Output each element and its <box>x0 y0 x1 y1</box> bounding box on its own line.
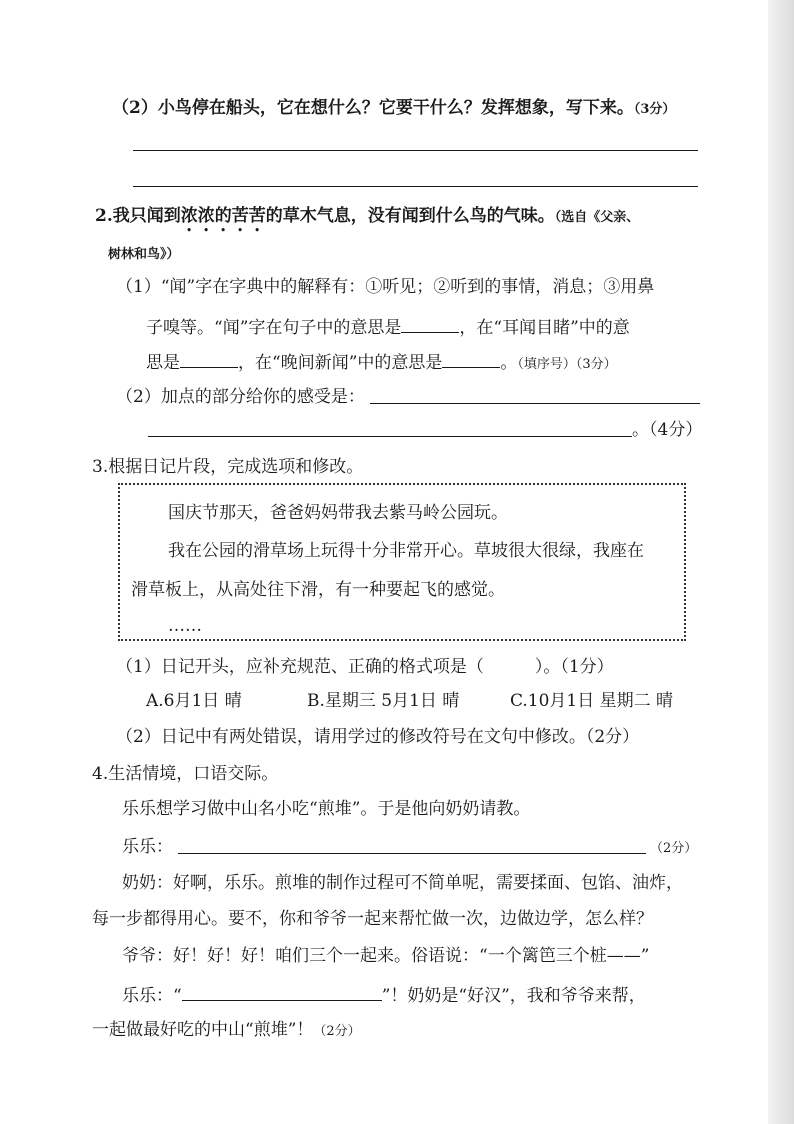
diary-ellipsis: …… <box>168 616 202 636</box>
dialog-grandma-2: 每一步都得用心。要不，你和爷爷一起来帮忙做一次，边做边学，怎么样？ <box>92 909 653 929</box>
question-2-1-line3: 思是 ，在“晚间新闻”中的意思是 。（填序号）（3分） <box>146 349 617 376</box>
blank-field[interactable] <box>442 349 500 368</box>
dialog-grandpa: 爷爷：好！好！好！咱们三个一起来。俗语说：“一个篱笆三个桩——” <box>122 946 650 966</box>
dialog-lele-2-end: 一起做最好吃的中山“煎堆”！（2分） <box>92 1020 361 1040</box>
answer-line[interactable] <box>178 853 646 854</box>
question-3-1: （1）日记开头，应补充规范、正确的格式项是（ ）。（1分） <box>116 657 614 677</box>
question-4-intro: 乐乐想学习做中山名小吃“煎堆”。于是他向奶奶请教。 <box>122 799 531 819</box>
dialog-lele-2: 乐乐：“ ”！奶奶是“好汉”，我和爷爷来帮， <box>122 982 646 1007</box>
option-b[interactable]: B.星期三 5月1日 晴 <box>307 691 460 711</box>
question-1-2-text: （2）小鸟停在船头，它在想什么？它要干什么？发挥想象，写下来。（3分） <box>112 98 676 118</box>
question-4-title: 4.生活情境，口语交际。 <box>92 764 279 784</box>
question-3-title: 3.根据日记片段，完成选项和修改。 <box>92 457 364 477</box>
question-2-1-line2: 子嗅等。“闻”字在句子中的意思是 ，在“耳闻目睹”中的意 <box>146 314 630 339</box>
answer-line[interactable] <box>133 150 698 151</box>
option-a[interactable]: A.6月1日 晴 <box>146 691 242 711</box>
blank-field[interactable] <box>180 349 238 368</box>
answer-line[interactable] <box>133 186 698 187</box>
dialog-lele-label: 乐乐： <box>122 837 173 857</box>
question-2-1-line1: （1）“闻”字在字典中的解释有：①听见；②听到的事情，消息；③用鼻 <box>116 277 655 297</box>
answer-line[interactable] <box>370 403 700 404</box>
option-c[interactable]: C.10月1日 星期二 晴 <box>510 691 674 711</box>
diary-paragraph-2b: 滑草板上，从高处往下滑，有一种要起飞的感觉。 <box>131 580 505 600</box>
answer-line[interactable] <box>148 436 632 437</box>
dotted-phrase: 浓浓的苦苦 <box>180 206 266 226</box>
blank-field[interactable] <box>401 314 459 333</box>
dialog-grandma-1: 奶奶：好啊，乐乐。煎堆的制作过程可不简单呢，需要揉面、包馅、油炸， <box>122 873 683 893</box>
question-2-2-score: 。（4分） <box>632 420 703 440</box>
dialog-lele-score: （2分） <box>650 841 698 856</box>
question-2-source: 树林和鸟》） <box>108 247 180 262</box>
question-2-sentence: 2.我只闻到浓浓的苦苦的草木气息，没有闻到什么鸟的气味。（选自《父亲、 <box>95 206 640 226</box>
diary-paragraph-1: 国庆节那天，爸爸妈妈带我去紫马岭公园玩。 <box>168 503 508 523</box>
question-3-2: （2）日记中有两处错误，请用学过的修改符号在文句中修改。（2分） <box>116 727 640 747</box>
question-2-2-label: （2）加点的部分给你的感受是： <box>116 387 365 407</box>
page-edge-shadow <box>768 0 794 1124</box>
blank-field[interactable] <box>182 982 382 1001</box>
diary-paragraph-2a: 我在公园的滑草场上玩得十分非常开心。草坡很大很绿，我座在 <box>168 541 644 561</box>
